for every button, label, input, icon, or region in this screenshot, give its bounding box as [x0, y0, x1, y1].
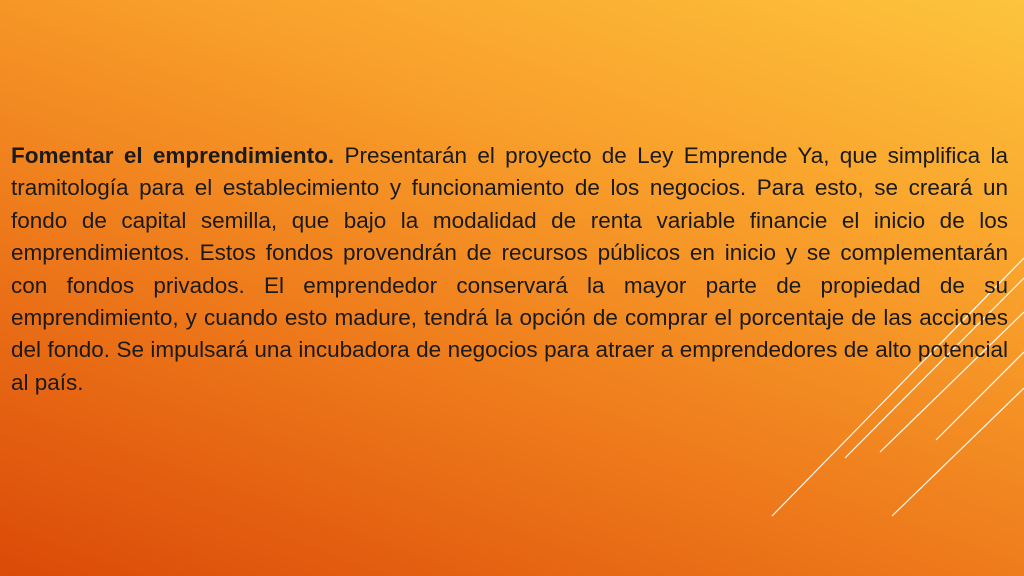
paragraph-lead: Fomentar el emprendimiento. — [11, 143, 335, 168]
decorative-line — [892, 388, 1024, 516]
slide-paragraph — [11, 140, 1008, 399]
paragraph-body: Presentarán el proyecto de Ley Emprende Ya, que simplifica la tramitología para el establecimiento y funcionamiento de los negocios. Para esto, se creará un fondo de capital semilla, que bajo la modalidad de renta variable financie el inicio de los emprendimientos. Estos fondos provendrán de recursos públicos en inicio y se complementarán con fondos privados. El emprendedor conservará la mayor parte de propiedad de su emprendimiento, y cuando esto madure, tendrá la opción de comprar el porcentaje de las acciones del fondo. Se impulsará una incubadora de negocios para atraer a emprendedores de alto potencial al país. — [11, 143, 1008, 395]
